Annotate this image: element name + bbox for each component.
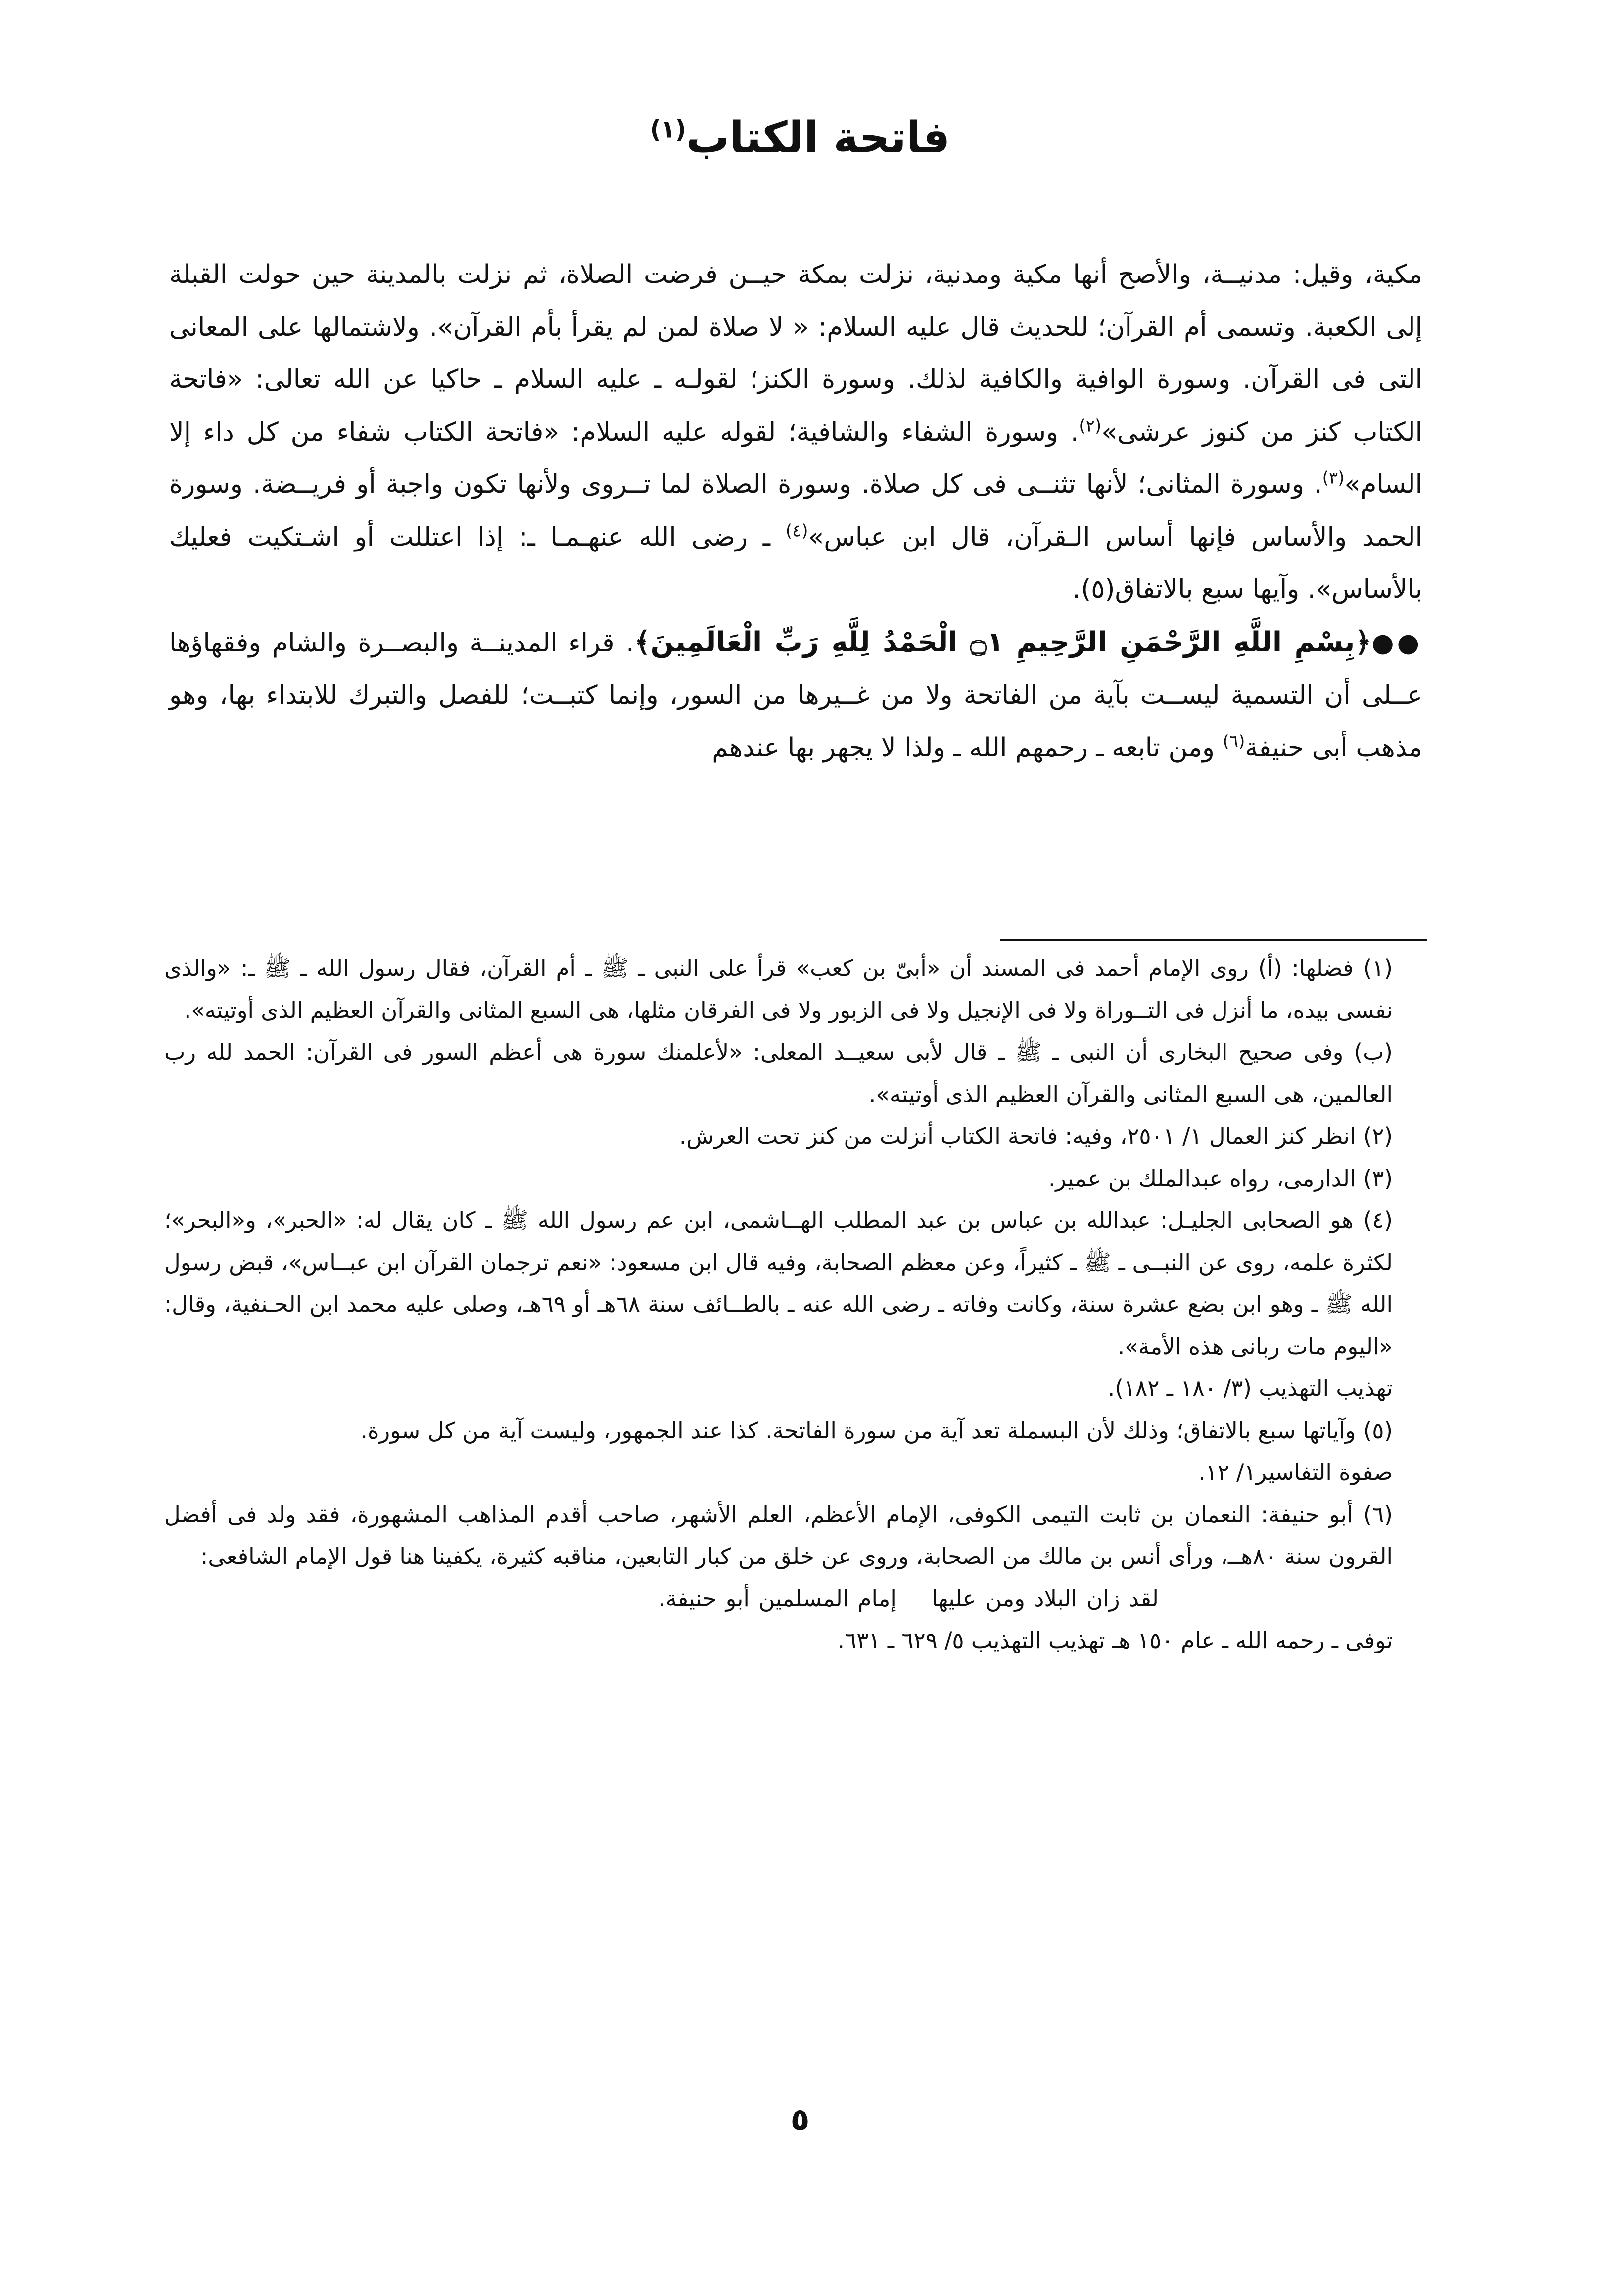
verse-second-hemistich: إمام المسلمين أبو حنيفة. (659, 1585, 897, 1612)
main-text (169, 249, 1422, 774)
intro-text-part-2: . وسورة الشفاء والشافية؛ لقوله عليه السلام: «فاتحة الكتاب شفاء من كل داء إلا السام» (169, 417, 1422, 499)
footnote-ref-4: (٤) (785, 521, 808, 541)
surah-title-text: فاتحة الكتاب (686, 112, 950, 163)
footnote-1a: (١) فضلها: (أ) روى الإمام أحمد فى المسند أن «أبىّ بن كعب» قرأ على النبى ـ ﷺ ـ أم القرآن، فقال رسول الله ـ ﷺ ـ: «والذى نفسى بيده، ما أنزل فى التــوراة ولا فى الإنجيل ولا فى الزبور ولا فى الفرقان مثلها، هى السبع المثانى والقرآن العظيم الذى أوتيته». (164, 955, 1393, 1023)
footnote-4: (٤) هو الصحابى الجليـل: عبدالله بن عباس بن عبد المطلب الهــاشمى، ابن عم رسول الله ﷺ ـ كان يقال له: «الحبر»، و«البحر»؛ لكثرة علمه، روى عن النبــى ـ ﷺ ـ كثيراً، وعن معظم الصحابة، وفيه قال ابن مسعود: «نعم ترجمان القرآن ابن عبــاس»، قبض رسول الله ﷺ ـ وهو ابن بضع عشرة سنة، وكانت وفاته ـ رضى الله عنه ـ بالطــائف سنة ٦٨هـ أو ٦٩هـ، وصلى عليه محمد ابن الحـنفية، وقال: «اليوم مات ربانى هذه الأمة». (164, 1207, 1393, 1360)
title-footnote-marker: (١) (650, 115, 686, 143)
bullet-marker: ●● (1371, 628, 1423, 658)
surah-title (650, 113, 950, 163)
basmala-paragraph (169, 616, 1422, 775)
intro-text-part-3: . وسورة المثانى؛ لأنها تثنــى فى كل صلاة. وسورة الصلاة لما تــروى ولأنها تكون واجبة أو فريــضة. وسورة الحمد والأساس فإنها أساس الـقرآن، قال ابن عباس» (169, 469, 1423, 552)
footnote-4-source: تهذيب التهذيب (٣/ ١٨٠ ـ ١٨٢). (1108, 1375, 1393, 1401)
quran-verse: ﴿بِسْمِ اللَّهِ الرَّحْمَنِ الرَّحِيمِ ۝١ الْحَمْدُ لِلَّهِ رَبِّ الْعَالَمِينَ﴾ (634, 626, 1372, 658)
footnote-1b: (ب) وفى صحيح البخارى أن النبى ـ ﷺ ـ قال لأبى سعيــد المعلى: «لأعلمنك سورة هى أعظم السور فى القرآن: الحمد لله رب العالمين، هى السبع المثانى والقرآن العظيم الذى أوتيته». (164, 1039, 1393, 1107)
intro-paragraph (169, 249, 1422, 616)
poetry-verse (164, 1578, 1427, 1620)
verse-first-hemistich: لقد زان البلاد ومن عليها (931, 1585, 1159, 1612)
footnote-ref-3: (٣) (1322, 468, 1345, 488)
footnote-5: (٥) وآياتها سبع بالاتفاق؛ وذلك لأن البسملة تعد آية من سورة الفاتحة. كذا عند الجمهور، وليست آية من كل سورة. (360, 1417, 1393, 1444)
footnote-5-source: صفوة التفاسير١/ ١٢. (1198, 1459, 1393, 1485)
page-number: ٥ (790, 2101, 810, 2137)
footnote-3: (٣) الدارمى، رواه عبدالملك بن عمير. (1048, 1165, 1393, 1192)
commentary-text-part-1: . قراء المدينــة والبصــرة والشام وفقهاؤها عــلى أن التسمية ليســت بآية من الفاتحة ولا من غــيرها من السور، وإنما كتبــت؛ للفصل والتبرك للابتداء بها، وهو مذهب أبى حنيفة (169, 628, 1422, 763)
footnote-ref-6: (٦) (1223, 732, 1245, 752)
footnote-6-death: توفى ـ رحمه الله ـ عام ١٥٠ هـ تهذيب التهذيب ٥/ ٦٢٩ ـ ٦٣١. (837, 1627, 1393, 1653)
commentary-text-part-2: ومن تابعه ـ رحمهم الله ـ ولذا لا يجهر بها عندهم (712, 733, 1223, 763)
page-header (0, 102, 1600, 165)
footnote-separator (1000, 939, 1427, 941)
footnote-2: (٢) انظر كنز العمال ١/ ٢٥٠١، وفيه: فاتحة الكتاب أنزلت من كنز تحت العرش. (679, 1123, 1393, 1149)
footnotes-section (164, 947, 1427, 1662)
footnote-ref-2: (٢) (1079, 416, 1102, 436)
intro-text-part-1: مكية، وقيل: مدنيــة، والأصح أنها مكية ومدنية، نزلت بمكة حيــن فرضت الصلاة، ثم نزلت بالمدينة حين حولت القبلة إلى الكعبة. وتسمى أم القرآن؛ للحديث قال عليه السلام: « لا صلاة لمن لم يقرأ بأم القرآن». ولاشتمالها على المعانى التى فى القرآن. وسورة الوافية والكافية لذلك. وسورة الكنز؛ لقولـه ـ عليه السلام ـ حاكيا عن الله تعالى: «فاتحة الكتاب كنز من كنوز عرشى» (169, 260, 1423, 447)
intro-text-part-4: ـ رضى الله عنهـمـا ـ: إذا اعتللت أو اشـتكيت فعليك بالأساس». وآيها سبع بالاتفاق(٥). (169, 522, 1422, 604)
footnote-6: (٦) أبو حنيفة: النعمان بن ثابت التيمى الكوفى، الإمام الأعظم، العلم الأشهر، صاحب أقدم المذاهب المشهورة، فقد ولد فى أفضل القرون سنة ٨٠هــ، ورأى أنس بن مالك من الصحابة، وروى عن خلق من كبار التابعين، مناقبه كثيرة، يكفينا هنا قول الإمام الشافعى: (164, 1501, 1393, 1569)
